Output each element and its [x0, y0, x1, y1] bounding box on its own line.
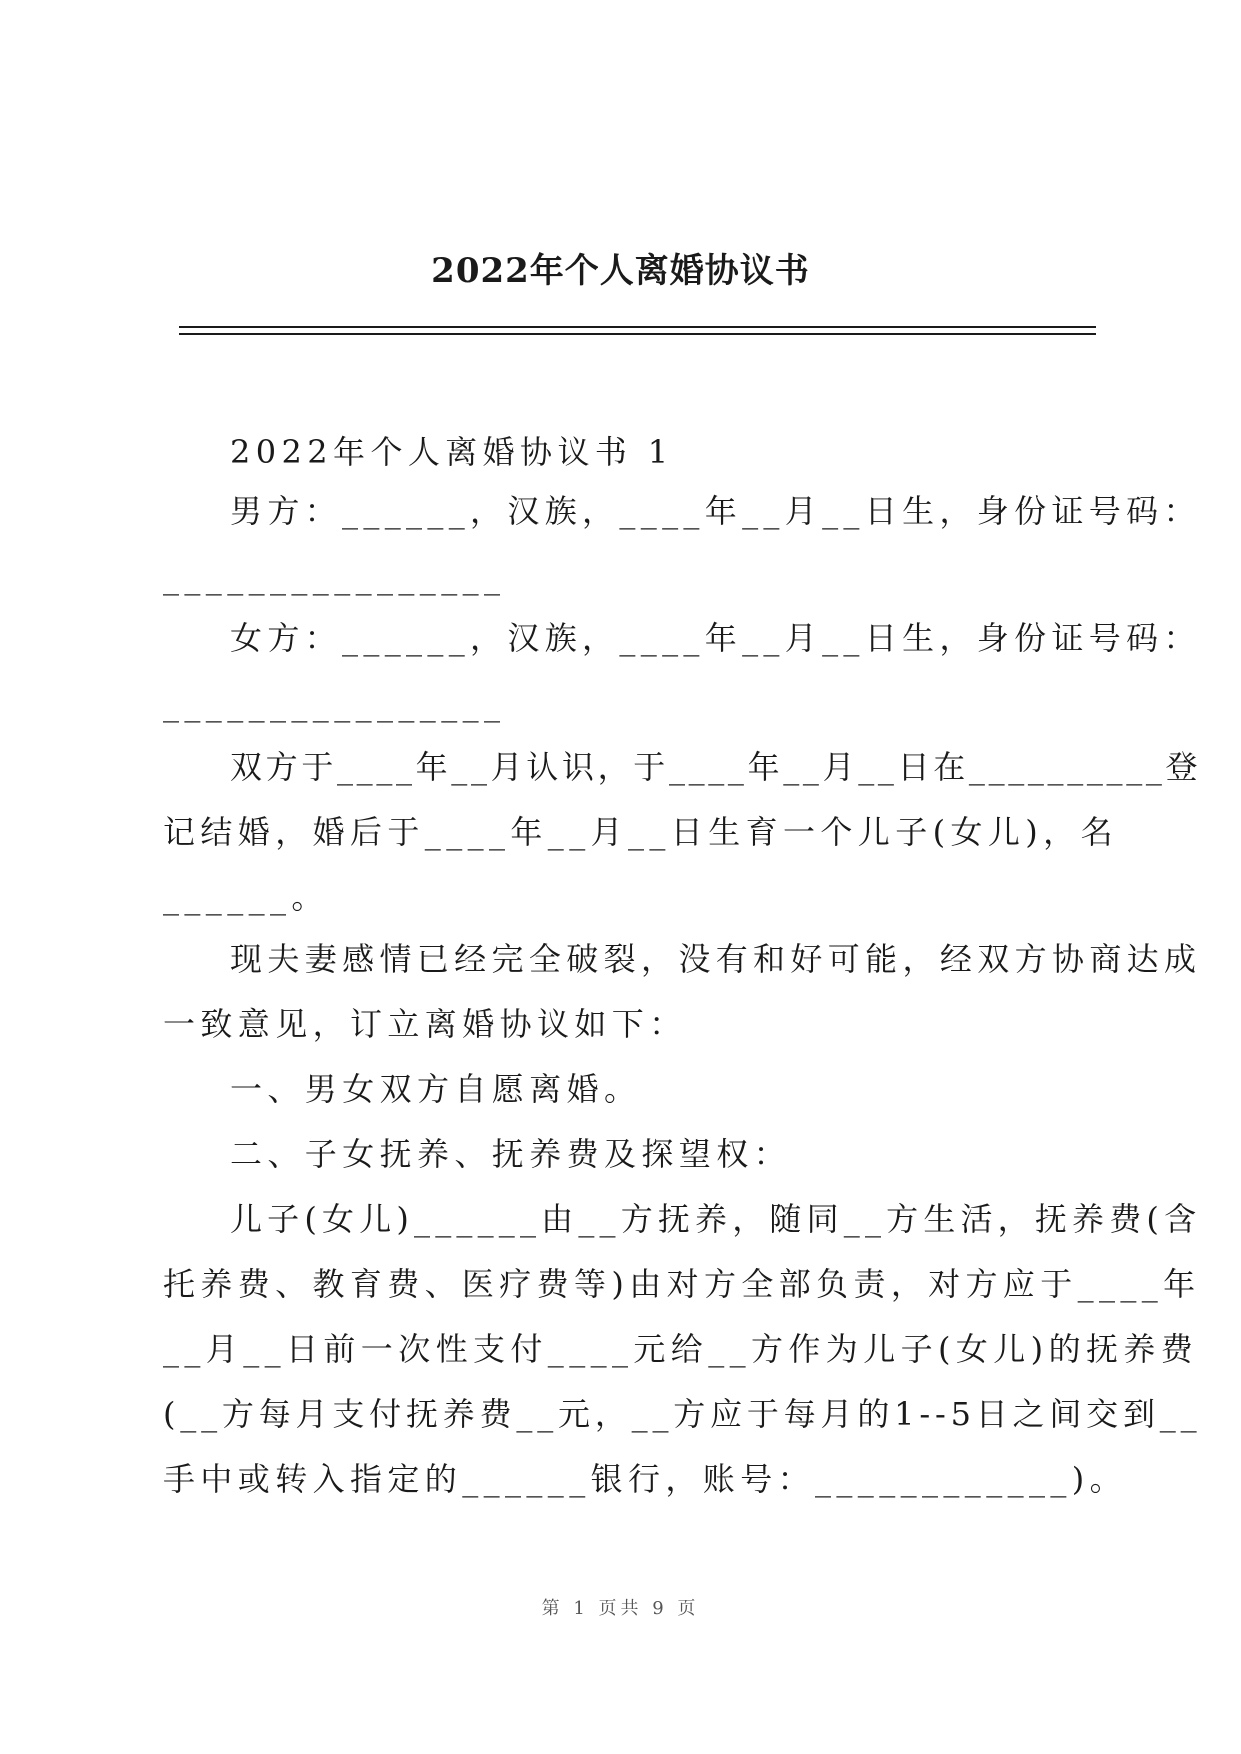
page-number-footer: 第 1 页共 9 页 [541, 1598, 700, 1619]
paragraph-line: 记结婚，婚后于____年__月__日生育一个儿子(女儿)，名 [163, 813, 1118, 851]
title-rule-top [179, 326, 1096, 328]
male-id-blank: ________________ [163, 558, 506, 596]
clause-line: 二、子女抚养、抚养费及探望权： [230, 1135, 792, 1173]
paragraph-line: 儿子(女儿)______由__方抚养，随同__方生活，抚养费(含 [230, 1200, 1202, 1238]
document-title: 2022年个人离婚协议书 [431, 251, 810, 291]
male-party-line: 男方：______，汉族，____年__月__日生，身份证号码： [230, 492, 1201, 530]
section-heading: 2022年个人离婚协议书 1 [230, 433, 674, 471]
paragraph-line: (__方每月支付抚养费__元，__方应于每月的1--5日之间交到__ [163, 1395, 1202, 1433]
paragraph-line: ______。 [163, 878, 329, 916]
female-id-blank: ________________ [163, 685, 506, 723]
paragraph-line: 手中或转入指定的______银行，账号：____________)。 [163, 1460, 1128, 1498]
paragraph-line: __月__日前一次性支付____元给__方作为儿子(女儿)的抚养费 [163, 1330, 1199, 1368]
paragraph-line: 一致意见，订立离婚协议如下： [163, 1005, 687, 1043]
female-party-line: 女方：______，汉族，____年__月__日生，身份证号码： [230, 619, 1201, 657]
paragraph-line: 双方于____年__月认识，于____年__月__日在__________登 [230, 748, 1202, 786]
paragraph-line: 托养费、教育费、医疗费等)由对方全部负责，对方应于____年 [163, 1265, 1201, 1303]
clause-line: 一、男女双方自愿离婚。 [230, 1070, 642, 1108]
paragraph-line: 现夫妻感情已经完全破裂，没有和好可能，经双方协商达成 [230, 940, 1202, 978]
title-rule-bottom [179, 333, 1096, 335]
